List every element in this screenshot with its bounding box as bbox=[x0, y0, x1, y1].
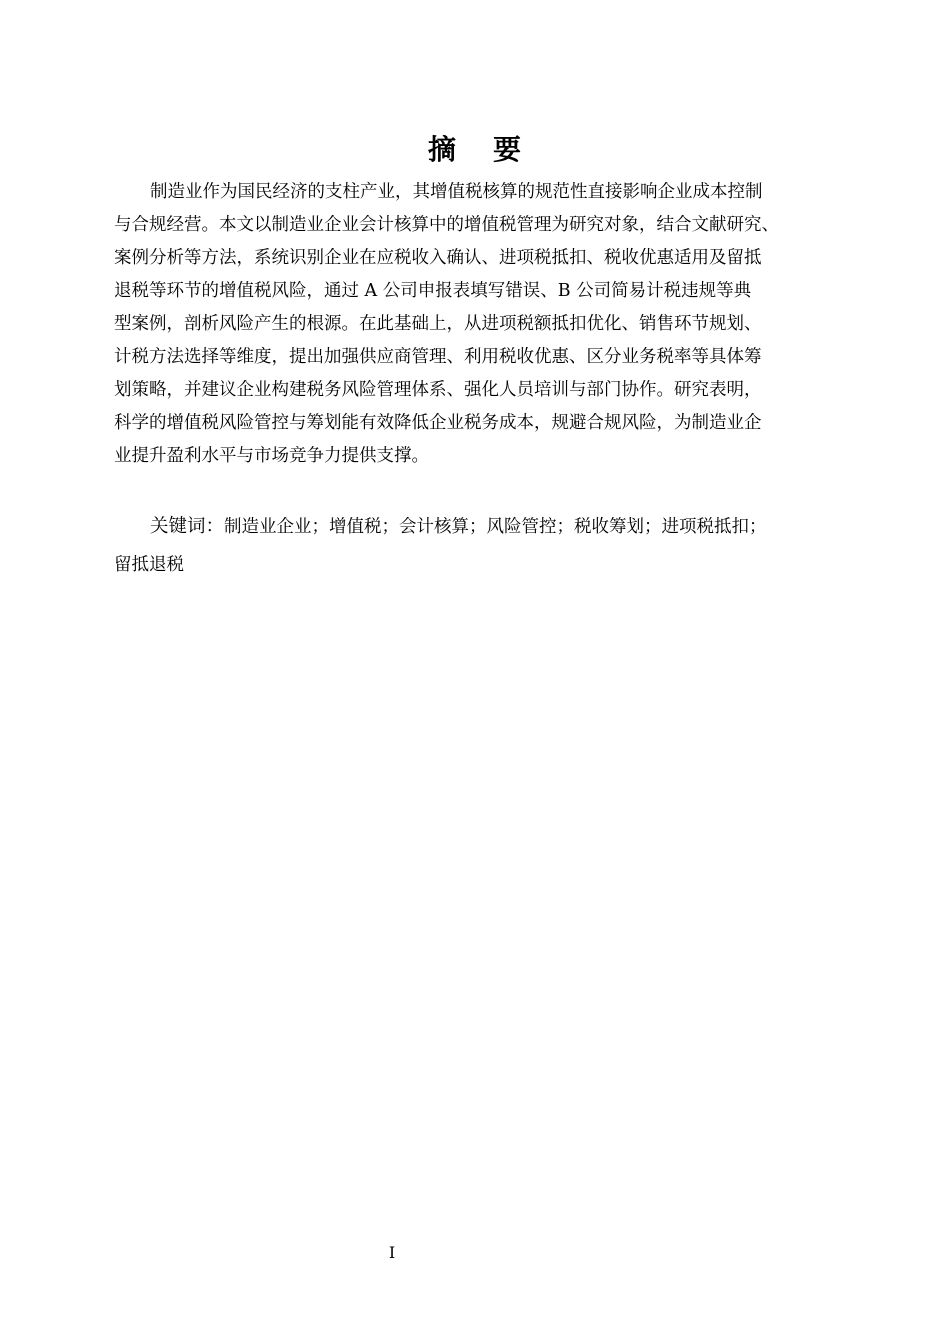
abstract-line: 案例分析等方法，系统识别企业在应税收入确认、进项税抵扣、税收优惠适用及留抵 bbox=[114, 248, 762, 268]
abstract-line: 制造业作为国民经济的支柱产业，其增值税核算的规范性直接影响企业成本控制 bbox=[150, 182, 763, 202]
abstract-line: 与合规经营。本文以制造业企业会计核算中的增值税管理为研究对象，结合文献研究、 bbox=[114, 215, 779, 235]
page-title bbox=[0, 128, 950, 168]
keywords-line-1 bbox=[114, 508, 834, 546]
abstract-line: 科学的增值税风险管控与筹划能有效降低企业税务成本，规避合规风险，为制造业企 bbox=[114, 413, 762, 433]
abstract-line: 退税等环节的增值税风险，通过 A 公司申报表填写错误、B 公司简易计税违规等典 bbox=[114, 281, 752, 301]
abstract-line: 划策略，并建议企业构建税务风险管理体系、强化人员培训与部门协作。研究表明， bbox=[114, 380, 762, 400]
title-char-1: 摘 bbox=[427, 133, 457, 166]
title-char-2: 要 bbox=[493, 133, 523, 166]
keywords-line-2: 留抵退税 bbox=[114, 555, 184, 575]
keywords-section bbox=[114, 508, 834, 584]
keywords-label: 关键词： bbox=[150, 516, 225, 537]
abstract-line: 型案例，剖析风险产生的根源。在此基础上，从进项税额抵扣优化、销售环节规划、 bbox=[114, 314, 762, 334]
abstract-line: 业提升盈利水平与市场竞争力提供支撑。 bbox=[114, 446, 429, 466]
abstract-line: 计税方法选择等维度，提出加强供应商管理、利用税收优惠、区分业务税率等具体筹 bbox=[114, 347, 762, 367]
page-number: I bbox=[388, 1243, 396, 1262]
abstract-body bbox=[114, 176, 834, 473]
keywords-list: 制造业企业；增值税；会计核算；风险管控；税收筹划；进项税抵扣； bbox=[224, 517, 767, 537]
